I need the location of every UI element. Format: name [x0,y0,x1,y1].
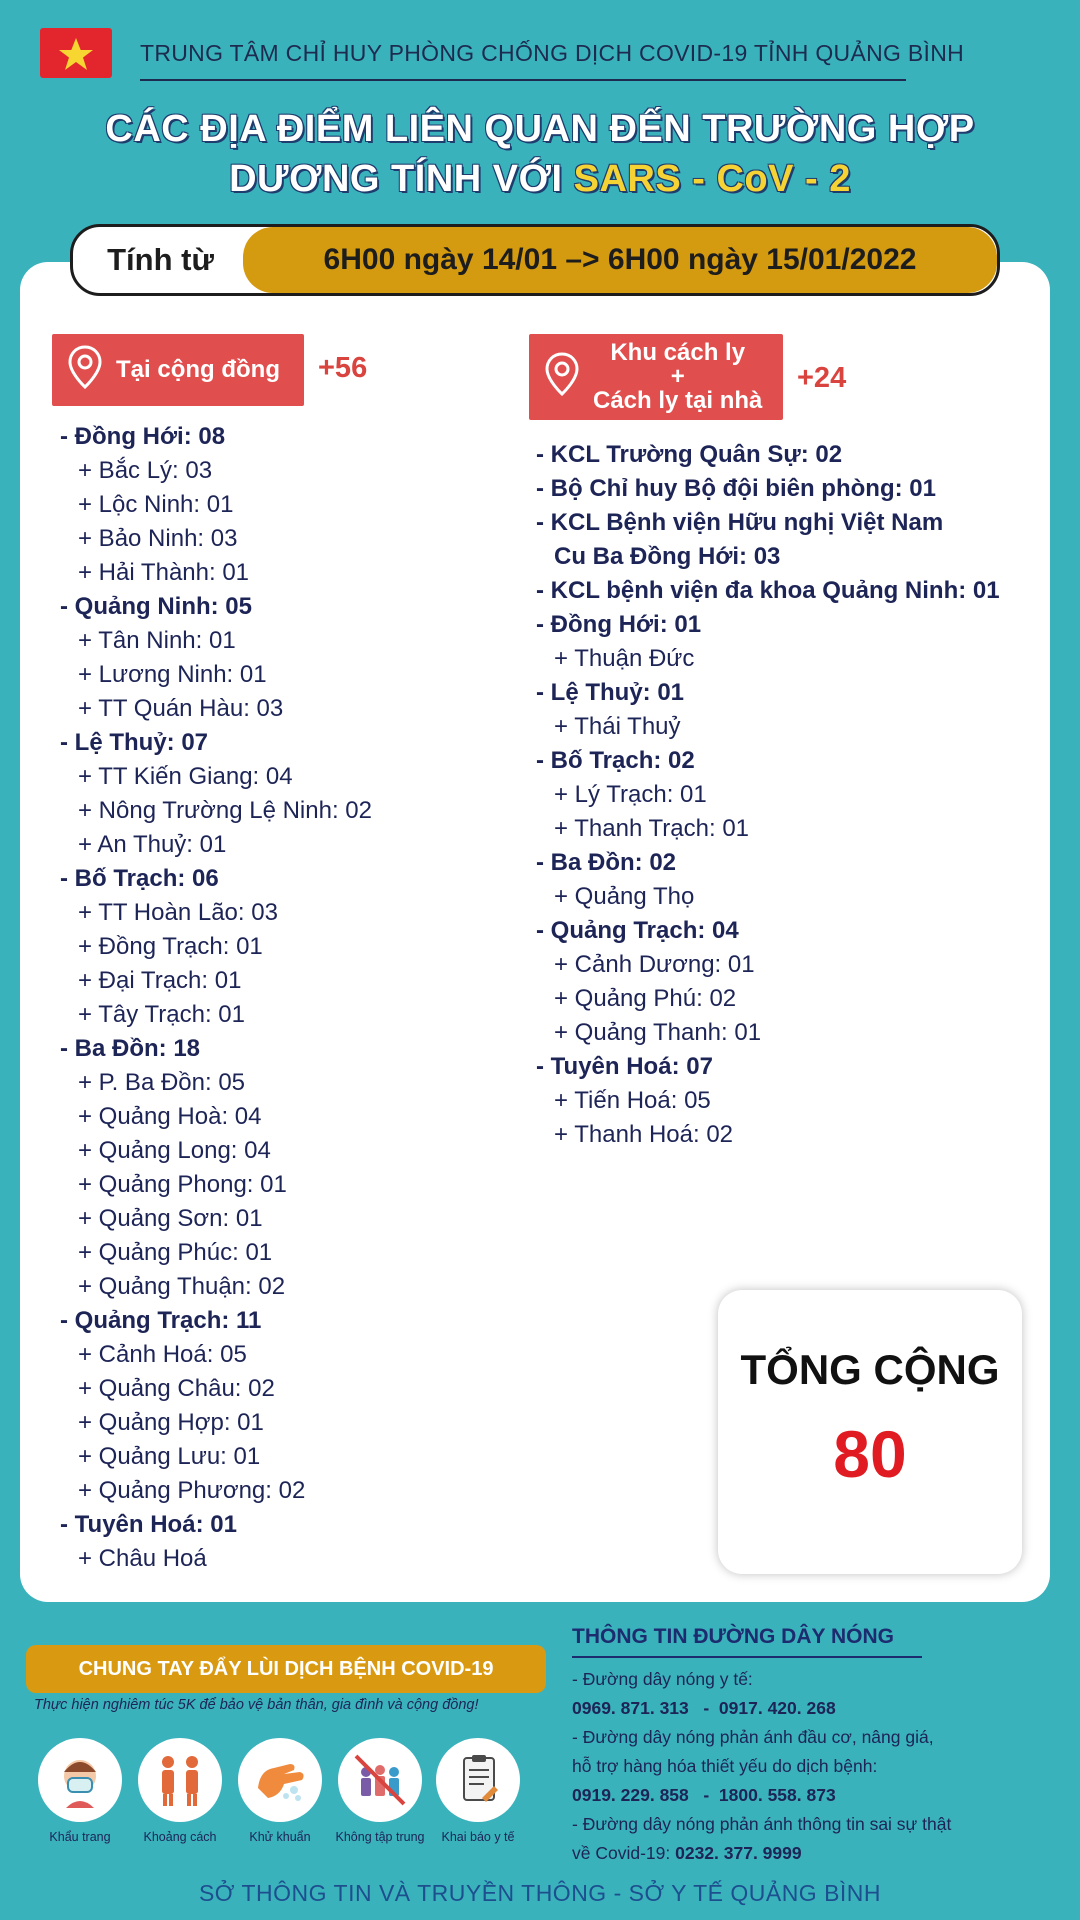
location-sub-item: + Quảng Thanh: 01 [554,1019,762,1046]
hotline-line: - Đường dây nóng phản ánh đầu cơ, nâng giá, [572,1727,934,1747]
page-title-line1: CÁC ĐỊA ĐIỂM LIÊN QUAN ĐẾN TRƯỜNG HỢP [105,108,975,150]
distance-icon [138,1738,222,1822]
location-sub-item: + Quảng Phương: 02 [78,1477,306,1504]
location-district-item: - Bố Trạch: 06 [60,865,219,892]
location-sub-item: + Đồng Trạch: 01 [78,933,263,960]
location-sub-item: + Thanh Hoá: 02 [554,1121,734,1148]
time-range-pill [70,224,1000,296]
location-sub-item: + Quảng Thuận: 02 [78,1273,286,1300]
5k-caption: Khẩu trang [49,1830,111,1844]
location-sub-item: + Thuận Đức [554,645,695,672]
title-highlight: SARS - CoV - 2 [573,158,851,200]
location-sub-item: + Châu Hoá [78,1545,207,1572]
time-label: Tính từ [107,242,214,277]
5k-caption: Khai báo y tế [441,1830,515,1844]
location-district-item: - Đồng Hới: 01 [536,611,702,638]
5k-item [238,1738,322,1844]
location-pin-icon [68,345,102,396]
location-district-item: - KCL Trường Quân Sự: 02 [536,441,843,468]
location-sub-item: + Bắc Lý: 03 [78,457,213,484]
5k-icon-row [38,1738,538,1858]
location-sub-item: + Bảo Ninh: 03 [78,525,238,552]
quarantine-tag-line3: Cách ly tại nhà [593,387,763,414]
health-declaration-icon [436,1738,520,1822]
location-sub-item: + An Thuỷ: 01 [78,831,227,858]
5k-item [38,1738,122,1844]
footer: SỞ THÔNG TIN VÀ TRUYỀN THÔNG - SỞ Y TẾ QUẢNG BÌNH [198,1880,882,1906]
total-label: TỔNG CỘNG [740,1346,1000,1393]
quarantine-list [536,438,1000,1152]
quarantine-tag-label [593,341,762,413]
location-district-item: - Ba Đồn: 02 [536,849,677,876]
community-tag-label: Tại cộng đồng [116,356,280,383]
location-sub-item: + Tiến Hoá: 05 [554,1087,711,1114]
total-box [718,1290,1022,1574]
total-value: 80 [833,1417,907,1491]
community-count: +56 [318,352,368,384]
location-sub-item: + Quảng Lưu: 01 [78,1443,261,1470]
5k-item [436,1738,520,1844]
location-sub-item: + Quảng Thọ [554,883,695,910]
location-sub-item: + Cảnh Hoá: 05 [78,1341,247,1368]
location-sub-item: + Thanh Trạch: 01 [554,815,750,842]
location-district-item: - Tuyên Hoá: 01 [60,1511,237,1538]
quarantine-count: +24 [797,362,847,394]
location-sub-item: + Hải Thành: 01 [78,559,250,586]
location-sub-item: + Quảng Phú: 02 [554,985,737,1012]
hotline-divider [572,1656,922,1658]
location-sub-item: + Lý Trạch: 01 [554,781,707,808]
vietnam-flag-icon [40,28,112,78]
hotline-number: 0919. 229. 858 - 1800. 558. 873 [572,1785,836,1805]
location-pin-icon [545,352,579,403]
location-sub-item: + Quảng Sơn: 01 [78,1205,263,1232]
location-sub-item: + Thái Thuỷ [554,713,681,740]
5k-caption: Khử khuẩn [249,1830,311,1844]
campaign-slogan: CHUNG TAY ĐẨY LÙI DỊCH BỆNH COVID-19 [26,1645,546,1693]
location-sub-item: + Cảnh Dương: 01 [554,951,755,978]
location-sub-item: + Quảng Châu: 02 [78,1375,275,1402]
location-sub-item: + Quảng Hợp: 01 [78,1409,264,1436]
hotline-line: - Đường dây nóng y tế: [572,1669,753,1689]
location-district-item: - KCL bệnh viện đa khoa Quảng Ninh: 01 [536,577,1000,604]
time-value: 6H00 ngày 14/01 –> 6H00 ngày 15/01/2022 [243,227,997,293]
hotline-title: THÔNG TIN ĐƯỜNG DÂY NÓNG [572,1625,894,1648]
location-sub-item: + P. Ba Đồn: 05 [78,1069,246,1096]
hotline-number: 0969. 871. 313 - 0917. 420. 268 [572,1698,836,1718]
location-sub-item: + Quảng Phúc: 01 [78,1239,273,1266]
header-org: TRUNG TÂM CHỈ HUY PHÒNG CHỐNG DỊCH COVID-19 TỈNH QUẢNG BÌNH [140,40,965,66]
quarantine-tag-line1: Khu cách ly [610,339,746,366]
campaign-subtitle: Thực hiện nghiêm túc 5K để bảo vệ bản thân, gia đình và cộng đồng! [34,1697,479,1713]
community-list [60,420,372,1576]
location-district-item: - KCL Bệnh viện Hữu nghị Việt Nam [536,509,944,536]
location-district-item: - Ba Đồn: 18 [60,1035,201,1062]
location-sub-item: + Đại Trạch: 01 [78,967,242,994]
location-district-item: - Quảng Trạch: 11 [60,1307,262,1334]
quarantine-tag [529,334,783,420]
hotline-number: 0232. 377. 9999 [675,1843,802,1863]
location-sub-item: + Quảng Phong: 01 [78,1171,287,1198]
5k-item [335,1738,425,1844]
5k-item [138,1738,222,1844]
hotline-line [572,1839,951,1868]
handwash-icon [238,1738,322,1822]
header-divider [140,79,906,81]
5k-caption: Không tập trung [335,1830,425,1844]
location-sub-item: + Lộc Ninh: 01 [78,491,234,518]
hotline-line: hỗ trợ hàng hóa thiết yếu do dịch bệnh: [572,1756,878,1776]
location-district-item: - Quảng Trạch: 04 [536,917,739,944]
location-district-item: - Bố Trạch: 02 [536,747,695,774]
hotline-line-prefix: về Covid-19: [572,1843,676,1863]
location-district-item: - Lệ Thuỷ: 07 [60,729,209,756]
location-district-item: - Lệ Thuỷ: 01 [536,679,685,706]
community-tag [52,334,304,406]
location-sub-item: + Quảng Long: 04 [78,1137,271,1164]
location-district-item: - Đồng Hới: 08 [60,423,226,450]
location-sub-item: + TT Kiến Giang: 04 [78,763,293,790]
title-prefix: DƯƠNG TÍNH VỚI [229,158,574,200]
location-district-item: Cu Ba Đồng Hới: 03 [554,543,781,570]
hotline-body [572,1665,951,1868]
quarantine-tag-line2: + [670,363,685,390]
no-gathering-icon [338,1738,422,1822]
5k-caption: Khoảng cách [143,1830,217,1844]
location-district-item: - Tuyên Hoá: 07 [536,1053,713,1080]
face-mask-icon [38,1738,122,1822]
hotline-line: - Đường dây nóng phản ánh thông tin sai sự thật [572,1814,952,1834]
location-sub-item: + TT Hoàn Lão: 03 [78,899,278,926]
location-sub-item: + Lương Ninh: 01 [78,661,267,688]
location-sub-item: + Nông Trường Lệ Ninh: 02 [78,797,372,824]
location-sub-item: + Quảng Hoà: 04 [78,1103,262,1130]
location-sub-item: + TT Quán Hàu: 03 [78,695,284,722]
location-district-item: - Quảng Ninh: 05 [60,593,252,620]
page-title-line2 [0,158,1080,201]
location-district-item: - Bộ Chỉ huy Bộ đội biên phòng: 01 [536,475,936,502]
location-sub-item: + Tây Trạch: 01 [78,1001,245,1028]
location-sub-item: + Tân Ninh: 01 [78,627,236,654]
